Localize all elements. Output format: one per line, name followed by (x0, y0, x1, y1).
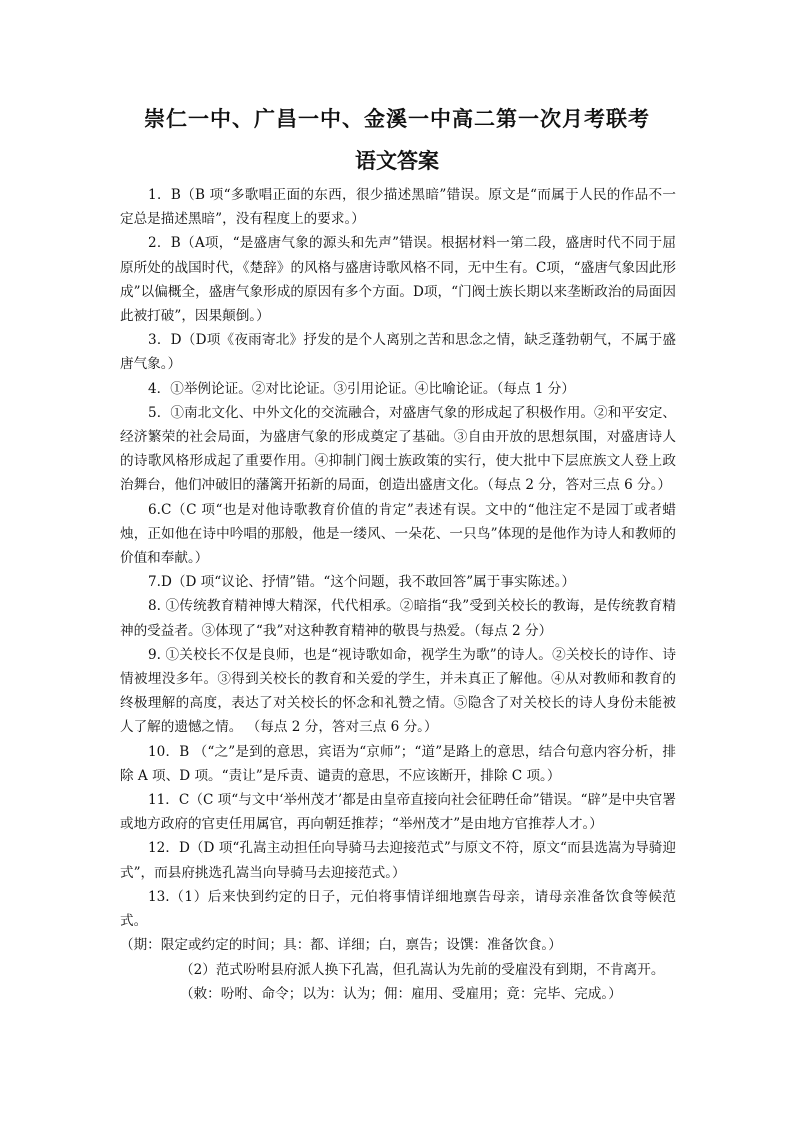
answer-item-13-note-1: （期：限定或约定的时间；具：都、详细；白，禀告；设馔：准备饮食。） (120, 937, 562, 954)
page-subtitle: 语文答案 (355, 149, 439, 173)
answer-item-2: 2．B（A项，“是盛唐气象的源头和先声”错误。根据材料一第二段，盛唐时代不同于屈原所处的战国时代，《楚辞》的风格与盛唐诗歌风格不同，无中生有。C项，“盛唐气象因此形成”以偏概全，盛唐气象形成的原因有多个方面。D项，“门阀士族长期以来垄断政治的局面因此被打破”，因果颠倒。） (120, 235, 676, 325)
answer-item-7: 7.D（D 项“议论、抒情”错。“这个问题，我不敢回答”属于事实陈述。） (148, 574, 576, 591)
answer-item-5: 5．①南北文化、中外文化的交流融合，对盛唐气象的形成起了积极作用。②和平安定、经济繁荣的社会局面，为盛唐气象的形成奠定了基础。③自由开放的思想氛围，对盛唐诗人的诗歌风格形成起了重要作用。④抑制门阀士族政策的实行，使大批中下层庶族文人登上政治舞台，他们冲破旧的藩篱开拓新的局面，创造出盛唐文化。（每点 2 分，答对三点 6 分。） (120, 404, 676, 494)
answer-item-12: 12．D（D 项“孔嵩主动担任向导骑马去迎接范式”与原文不符，原文“而县选嵩为导骑迎式”，而县府挑选孔嵩当向导骑马去迎接范式。） (120, 840, 676, 881)
answer-item-10: 10．B （“之”是到的意思，宾语为“京师”；“道”是路上的意思，结合句意内容分析，排除 A 项、D 项。“责让”是斥责、谴责的意思，不应该断开，排除 C 项。） (120, 743, 676, 784)
answer-item-11: 11．C（C 项“与文中‘举州茂才’都是由皇帝直接向社会征聘任命”错误。“辟”是中央官署或地方政府的官吏任用属官，再向朝廷推荐；“举州茂才”是由地方官推荐人才。） (120, 792, 676, 833)
answer-item-8: 8. ①传统教育精神博大精深，代代相承。②暗指“我”受到关校长的教诲，是传统教育精神的受益者。③体现了“我”对这种教育精神的敬畏与热爱。（每点 2 分） (120, 598, 676, 639)
answer-item-1: 1．B（B 项“多歌唱正面的东西，很少描述黑暗”错误。原文是“而属于人民的作品不一定总是描述黑暗”，没有程度上的要求。） (120, 187, 676, 228)
answer-item-9: 9. ①关校长不仅是良师，也是“视诗歌如命，视学生为歌”的诗人。②关校长的诗作、诗情被埋没多年。③得到关校长的教育和关爱的学生，并未真正了解他。④从对教师和教育的终极理解的高度，表达了对关校长的怀念和礼赞之情。⑤隐含了对关校长的诗人身份未能被人了解的遗憾之情。 （每点 2 分，答对三点 6 分。） (120, 646, 676, 736)
answer-item-13-part-2: （2）范式吩咐县府派人换下孔嵩，但孔嵩认为先前的受雇没有到期，不肯离开。 (180, 961, 665, 978)
answer-item-4: 4．①举例论证。②对比论证。③引用论证。④比喻论证。（每点 1 分） (148, 380, 575, 397)
answer-item-3: 3．D（D项《夜雨寄北》抒发的是个人离别之苦和思念之情，缺乏蓬勃朝气，不属于盛唐气象。） (120, 332, 676, 373)
answer-item-13-note-2: （敕：吩咐、命令；以为：认为；佣：雇用、受雇用；竟：完毕、完成。） (180, 985, 622, 1002)
answer-item-6: 6.C（C 项“也是对他诗歌教育价值的肯定”表述有误。文中的“他注定不是园丁或者蜡烛，正如他在诗中吟唱的那般，他是一缕风、一朵花、一只鸟”体现的是他作为诗人和教师的价值和奉献。） (120, 501, 676, 567)
answer-item-13-part-1: 13.（1）后来快到约定的日子，元伯将事情详细地禀告母亲，请母亲准备饮食等候范式。 (120, 888, 676, 930)
page-title: 崇仁一中、广昌一中、金溪一中高二第一次月考联考 (144, 107, 650, 131)
answer-body (120, 183, 676, 1006)
